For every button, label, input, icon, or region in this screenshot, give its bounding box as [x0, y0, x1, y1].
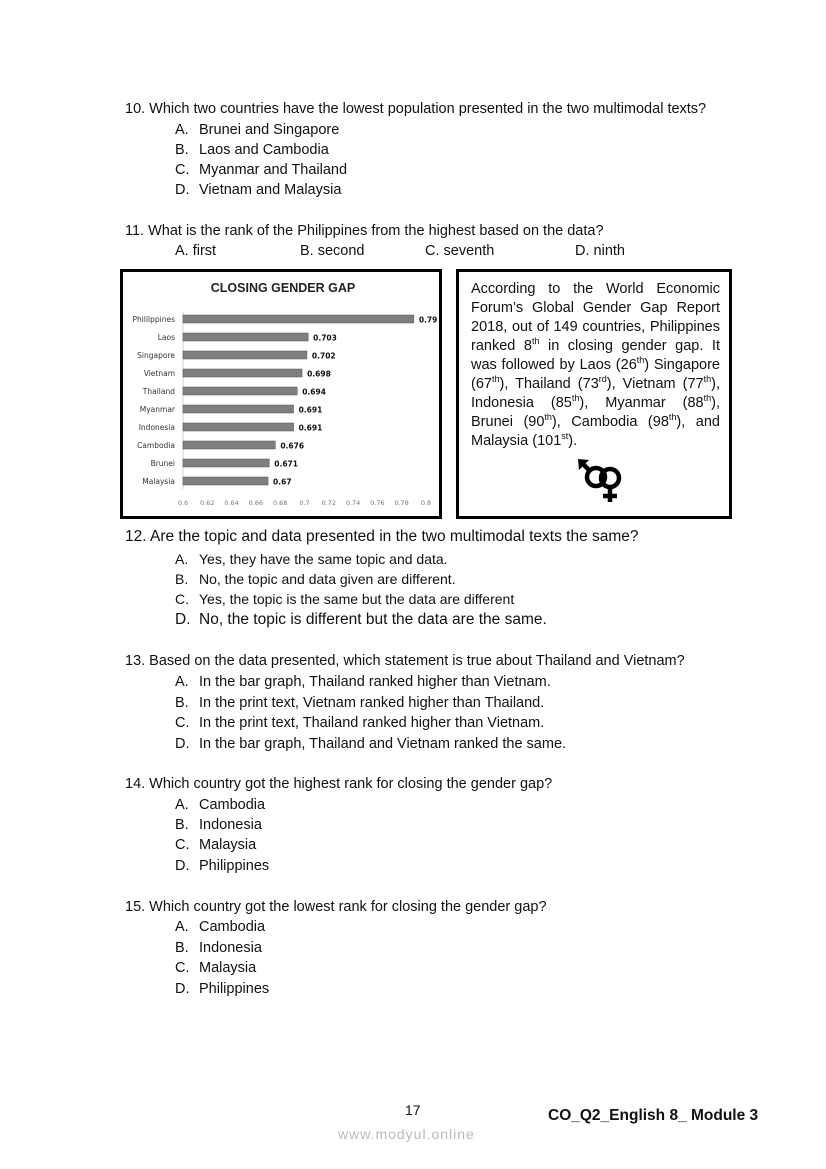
watermark: www.modyul.online — [338, 1126, 475, 1142]
x-tick-label: 0.8 — [420, 499, 432, 507]
q11-option-c[interactable]: C. seventh — [425, 243, 495, 259]
bar — [183, 423, 294, 431]
bar — [183, 459, 269, 467]
closing-gender-gap-chart — [123, 272, 439, 516]
data-label: 0.703 — [313, 333, 337, 343]
x-tick-label: 0.74 — [345, 499, 361, 507]
bar — [183, 351, 307, 359]
category-label: Phililppines — [132, 315, 175, 324]
q10-option-c[interactable]: C. Myanmar and Thailand — [175, 162, 348, 178]
x-tick-label: 0.6 — [177, 499, 189, 507]
q10-option-d[interactable]: D. Vietnam and Malaysia — [175, 182, 342, 198]
q13-option-c[interactable]: C. In the print text, Thailand ranked higher than Vietnam. — [175, 715, 545, 731]
category-label: Myanmar — [139, 405, 175, 414]
q12-option-b[interactable]: B. No, the topic and data given are different. — [175, 571, 456, 587]
data-label: 0.691 — [298, 423, 323, 433]
data-label: 0.698 — [307, 369, 331, 379]
category-label: Singapore — [137, 351, 175, 360]
bar — [183, 315, 414, 323]
print-text-frame — [456, 269, 732, 519]
data-label: 0.691 — [298, 405, 323, 415]
bar-chart-frame — [120, 269, 442, 519]
data-label: 0.702 — [311, 351, 336, 361]
bar — [183, 405, 294, 413]
q10-option-b[interactable]: B. Laos and Cambodia — [175, 142, 329, 158]
q14-option-c[interactable]: C. Malaysia — [175, 837, 257, 853]
category-label: Laos — [157, 333, 175, 342]
q10-option-a[interactable]: A. Brunei and Singapore — [175, 122, 340, 138]
q13-option-b[interactable]: B. In the print text, Vietnam ranked higher than Thailand. — [175, 695, 545, 711]
category-label: Brunei — [150, 459, 175, 468]
q12-option-c[interactable]: C. Yes, the topic is the same but the data are different — [175, 591, 515, 607]
q14-option-d[interactable]: D. Philippines — [175, 858, 270, 874]
q12-option-a[interactable]: A. Yes, they have the same topic and data. — [175, 551, 448, 567]
data-label: 0.676 — [280, 441, 305, 451]
q15-option-c[interactable]: C. Malaysia — [175, 960, 257, 976]
question-13: 13. Based on the data presented, which statement is true about Thailand and Vietnam? — [125, 653, 685, 669]
x-tick-label: 0.66 — [248, 499, 264, 507]
x-tick-label: 0.72 — [321, 499, 337, 507]
category-label: Thailand — [142, 387, 175, 396]
chart-title: CLOSING GENDER GAP — [210, 281, 356, 295]
x-tick-label: 0.76 — [370, 499, 385, 507]
bar — [183, 369, 302, 377]
q12-option-d[interactable]: D. No, the topic is different but the data are the same. — [175, 611, 547, 628]
x-tick-label: 0.78 — [394, 499, 409, 507]
q13-option-d[interactable]: D. In the bar graph, Thailand and Vietnam ranked the same. — [175, 736, 567, 752]
bar — [183, 477, 268, 485]
data-label: 0.694 — [302, 387, 326, 397]
q11-option-b[interactable]: B. second — [300, 243, 365, 259]
x-tick-label: 0.62 — [200, 499, 215, 507]
category-label: Cambodia — [137, 441, 175, 450]
category-label: Vietnam — [143, 369, 175, 378]
q14-option-b[interactable]: B. Indonesia — [175, 817, 262, 833]
bar — [183, 387, 297, 395]
gender-symbol-icon — [577, 458, 629, 504]
question-12: 12. Are the topic and data presented in the two multimodal texts the same? — [125, 528, 639, 545]
question-10: 10. Which two countries have the lowest population presented in the two multimodal texts? — [125, 101, 707, 117]
x-tick-label: 0.64 — [224, 499, 239, 507]
data-label: 0.67 — [273, 477, 292, 487]
category-label: Malaysia — [142, 477, 175, 486]
page-number: 17 — [405, 1102, 421, 1118]
q11-option-a[interactable]: A. first — [175, 243, 217, 259]
data-label: 0.79 — [418, 315, 438, 325]
bar — [183, 441, 275, 449]
q13-option-a[interactable]: A. In the bar graph, Thailand ranked higher than Vietnam. — [175, 674, 551, 690]
q14-option-a[interactable]: A. Cambodia — [175, 797, 266, 813]
question-14: 14. Which country got the highest rank for closing the gender gap? — [125, 776, 553, 792]
q15-option-d[interactable]: D. Philippines — [175, 981, 270, 997]
bar — [183, 333, 308, 341]
print-text-paragraph: According to the World Economic Forum’s Global Gender Gap Report 2018, out of 149 countries, Philippines ranked 8th in closing gender gap. It was followed by Laos (26th) Singapore (67th), Thailand (73rd), Vietnam (77th), Indonesia (85th), Myanmar (88th), Brunei (90th), Cambodia (98th), and Malaysia (101st). — [471, 281, 720, 449]
x-tick-label: 0.7 — [299, 499, 310, 507]
x-tick-label: 0.68 — [272, 499, 288, 507]
q11-option-d[interactable]: D. ninth — [575, 243, 625, 259]
category-label: Indonesia — [138, 423, 175, 432]
q15-option-b[interactable]: B. Indonesia — [175, 940, 262, 956]
question-15: 15. Which country got the lowest rank for closing the gender gap? — [125, 899, 547, 915]
data-label: 0.671 — [274, 459, 298, 469]
module-code: CO_Q2_English 8_ Module 3 — [548, 1107, 759, 1124]
q11-options — [0, 241, 826, 261]
question-11: 11. What is the rank of the Philippines from the highest based on the data? — [125, 223, 604, 239]
q15-option-a[interactable]: A. Cambodia — [175, 919, 266, 935]
